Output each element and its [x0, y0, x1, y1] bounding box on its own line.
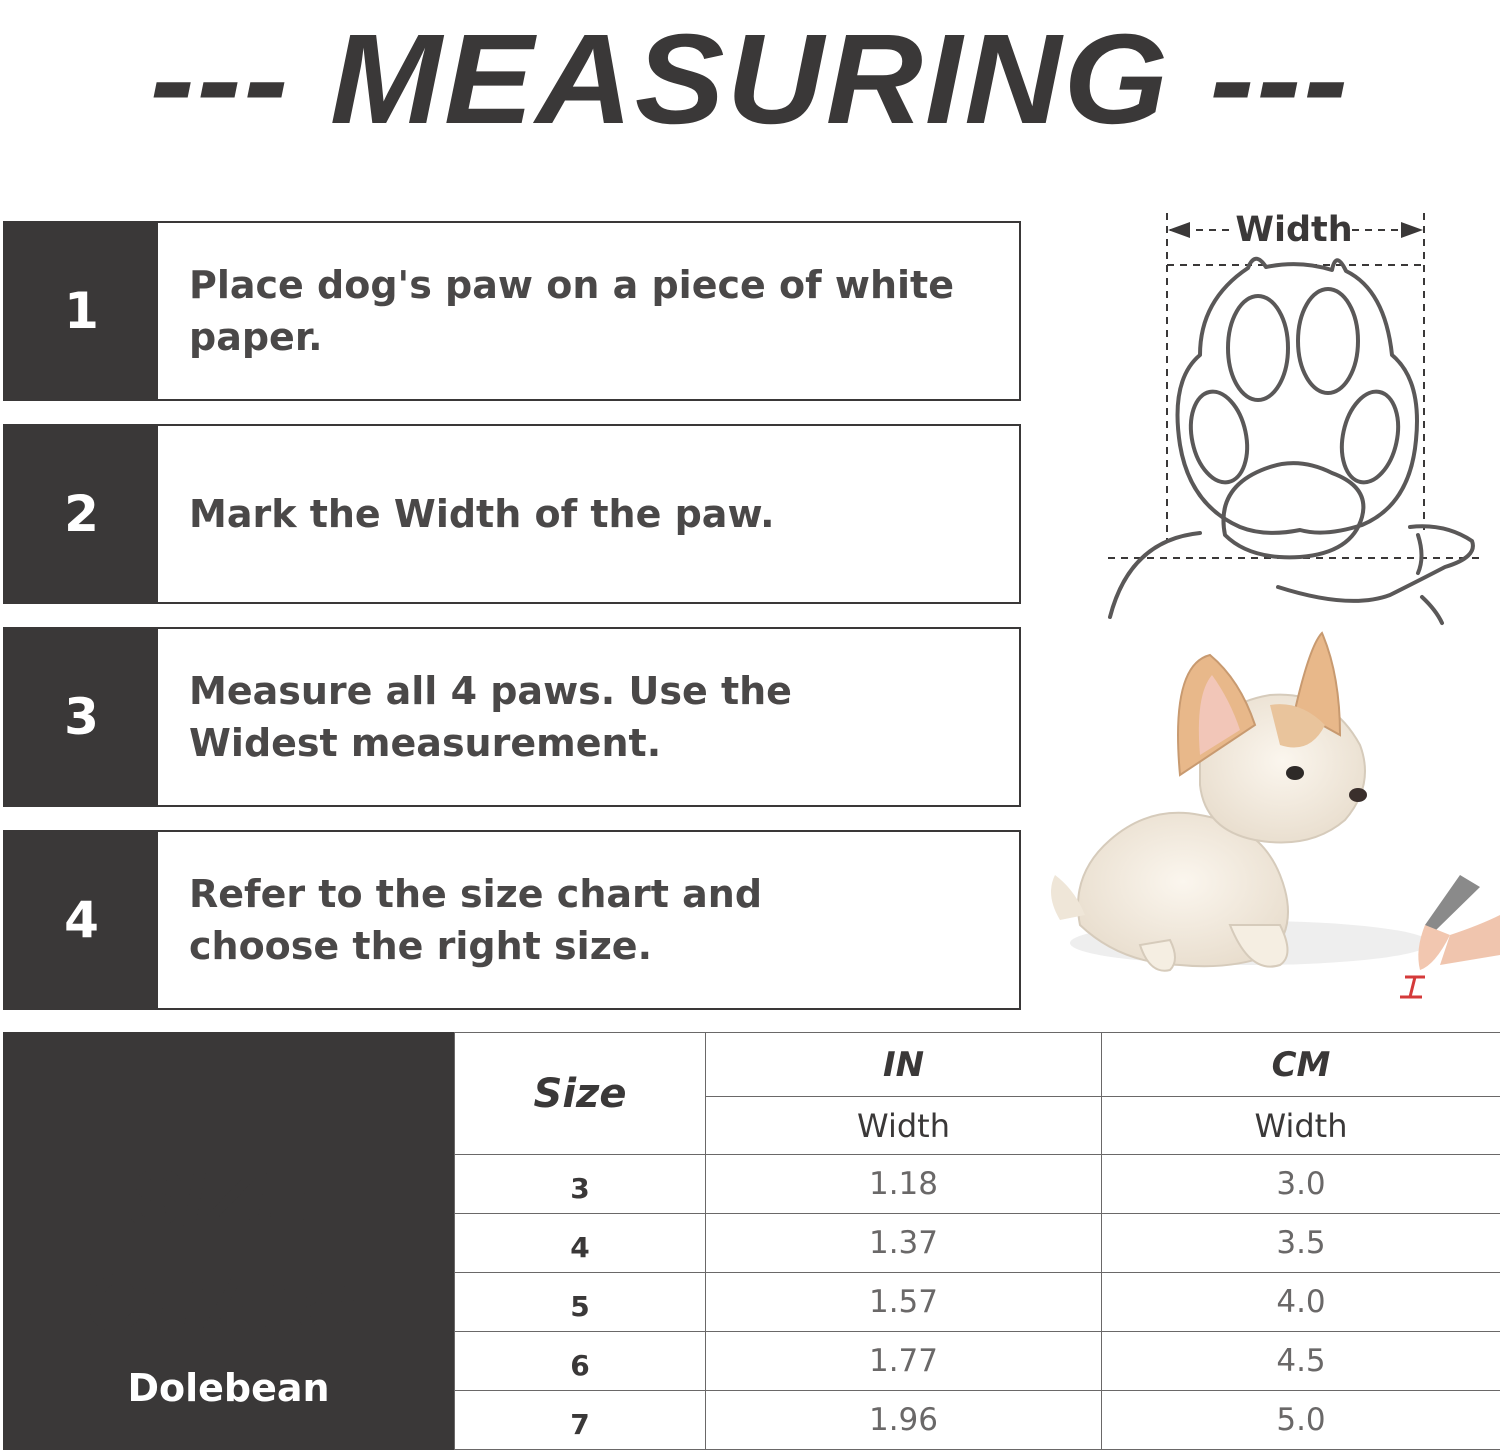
step-number: 3	[5, 629, 158, 805]
width-label: Width	[1235, 210, 1353, 250]
table-row	[455, 1332, 1500, 1391]
size-table	[454, 1032, 1500, 1450]
step-number: 4	[5, 832, 158, 1008]
table-row	[455, 1155, 1500, 1214]
step-2	[3, 424, 1021, 604]
size-cell: 6	[455, 1332, 706, 1391]
size-cell: 5	[455, 1273, 706, 1332]
step-text: Measure all 4 paws. Use the Widest measurement.	[189, 669, 792, 765]
cm-cell: 4.5	[1102, 1332, 1500, 1391]
cm-cell: 4.0	[1102, 1273, 1500, 1332]
cm-cell: 5.0	[1102, 1391, 1500, 1450]
cm-width-subheader: Width	[1102, 1097, 1500, 1155]
in-cell: 1.96	[706, 1391, 1102, 1450]
step-text: Refer to the size chart and choose the right size.	[189, 872, 763, 968]
page-title: --- MEASURING ---	[149, 8, 1351, 151]
paw-measure-illustration	[1100, 205, 1490, 635]
step-text: Mark the Width of the paw.	[189, 492, 775, 536]
table-row	[455, 1273, 1500, 1332]
size-header: Size	[455, 1033, 706, 1155]
step-4	[3, 830, 1021, 1010]
step-number: 1	[5, 223, 158, 399]
cm-header: CM	[1102, 1033, 1500, 1097]
step-3	[3, 627, 1021, 807]
in-width-subheader: Width	[706, 1097, 1102, 1155]
in-cell: 1.57	[706, 1273, 1102, 1332]
brand-name: Dolebean	[127, 1366, 330, 1410]
step-1	[3, 221, 1021, 401]
step-number: 2	[5, 426, 158, 602]
in-header: IN	[706, 1033, 1102, 1097]
size-chart-title-line2: CHART	[85, 1257, 372, 1348]
in-cell: 1.18	[706, 1155, 1102, 1214]
cm-cell: 3.0	[1102, 1155, 1500, 1214]
size-chart-title-line1: SIZE	[127, 1153, 310, 1244]
size-cell: 7	[455, 1391, 706, 1450]
step-text: Place dog's paw on a piece of white paper.	[189, 263, 954, 359]
in-cell: 1.77	[706, 1332, 1102, 1391]
cm-cell: 3.5	[1102, 1214, 1500, 1273]
size-cell: 3	[455, 1155, 706, 1214]
table-row	[455, 1214, 1500, 1273]
size-cell: 4	[455, 1214, 706, 1273]
table-row	[455, 1391, 1500, 1450]
chihuahua-puppy-image	[1040, 625, 1500, 1025]
in-cell: 1.37	[706, 1214, 1102, 1273]
